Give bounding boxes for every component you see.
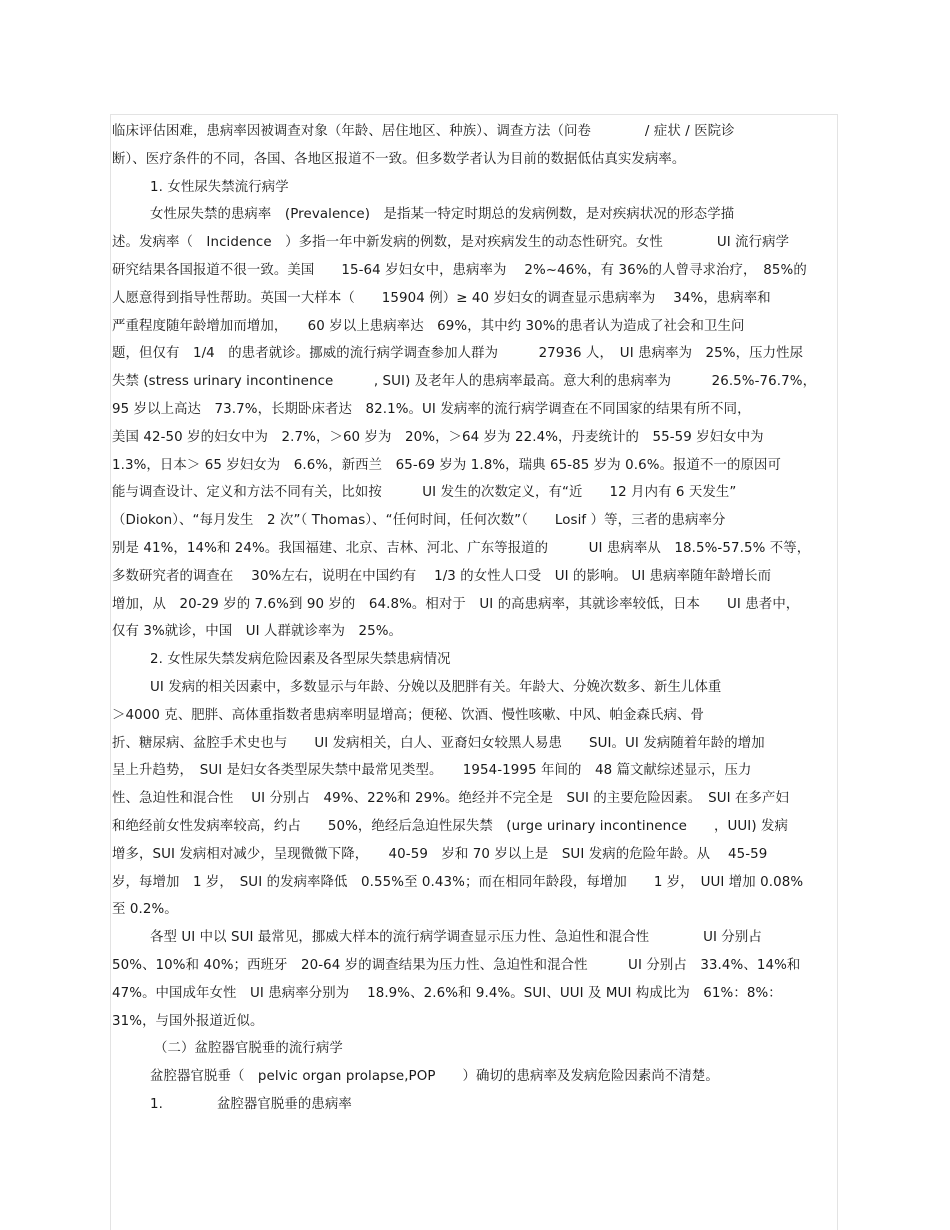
text-line: 多数研究者的调查在 30%左右，说明在中国约有 1/3 的女性人口受 UI 的影响。 UI 患病率随年龄增长而 xyxy=(112,568,772,584)
text-line: 临床评估困难，患病率因被调查对象（年龄、居住地区、种族）、调查方法（问卷 / 症状 / 医院诊 xyxy=(112,124,735,139)
text-line: 能与调查设计、定义和方法不同有关，比如按 UI 发生的次数定义，有“近 12 月内有 6 天发生” xyxy=(112,485,737,501)
text-line: 女性尿失禁的患病率 (Prevalence) 是指某一特定时期总的发病例数，是对疾病状况的形态学描 xyxy=(150,207,735,223)
text-line: （Diokon）、“每月发生 2 次”（ Thomas）、“任何时间，任何次数”（ Losif ）等，三者的患病率分 xyxy=(112,513,726,529)
text-line: 人愿意得到指导性帮助。英国一大样本（ 15904 例）≥ 40 岁妇女的调查显示患病率为 34%，患病率和 xyxy=(112,290,771,306)
text-line: 呈上升趋势， SUI 是妇女各类型尿失禁中最常见类型。 1954-1995 年间的 48 篇文献综述显示，压力 xyxy=(112,763,752,779)
text-line: 1.3%，日本＞ 65 岁妇女为 6.6%，新西兰 65-69 岁为 1.8%，瑞典 65-85 岁为 0.6%。报道不一的原因可 xyxy=(112,457,781,473)
text-line: 盆腔器官脱垂（ pelvic organ prolapse,POP ）确切的患病率及发病危险因素尚不清楚。 xyxy=(150,1069,719,1085)
text-line: 95 岁以上高达 73.7%，长期卧床者达 82.1%。UI 发病率的流行病学调查在不同国家的结果有所不同， xyxy=(112,401,751,417)
text-line: 1. 盆腔器官脱垂的患病率 xyxy=(150,1096,352,1112)
text-line: 题，但仅有 1/4 的患者就诊。挪威的流行病学调查参加人群为 27936 人， UI 患病率为 25%，压力性尿 xyxy=(112,346,804,362)
text-line: 各型 UI 中以 SUI 最常见，挪威大样本的流行病学调查显示压力性、急迫性和混合性 UI 分别占 xyxy=(150,930,762,946)
text-line: UI 发病的相关因素中，多数显示与年龄、分娩以及肥胖有关。年龄大、分娩次数多、新生儿体重 xyxy=(150,679,722,695)
text-line: 50%、10%和 40%；西班牙 20-64 岁的调查结果为压力性、急迫性和混合性 UI 分别占 33.4%、14%和 xyxy=(112,957,801,973)
text-line: 47%。中国成年女性 UI 患病率分别为 18.9%、2.6%和 9.4%。SUI、UUI 及 MUI 构成比为 61%：8%： xyxy=(112,985,782,1001)
text-line: 增多，SUI 发病相对减少，呈现微微下降， 40-59 岁和 70 岁以上是 SUI 发病的危险年龄。从 45-59 xyxy=(112,846,768,862)
text-line: ＞4000 克、肥胖、高体重指数者患病率明显增高；便秘、饮酒、慢性咳嗽、中风、帕金森氏病、骨 xyxy=(112,707,704,723)
text-line: 严重程度随年龄增加而增加， 60 岁以上患病率达 69%，其中约 30%的患者认为造成了社会和卫生问 xyxy=(112,318,745,334)
text-line: 述。发病率（ Incidence ）多指一年中新发病的例数，是对疾病发生的动态性研究。女性 UI 流行病学 xyxy=(112,235,790,251)
text-line: 性、急迫性和混合性 UI 分别占 49%、22%和 29%。绝经并不完全是 SUI 的主要危险因素。 SUI 在多产妇 xyxy=(112,791,789,807)
text-line: 研究结果各国报道不很一致。美国 15-64 岁妇女中，患病率为 2%~46%，有 36%的人曾寻求治疗， 85%的 xyxy=(112,262,807,278)
document-body xyxy=(112,118,830,1119)
text-line: 断）、医疗条件的不同，各国、各地区报道不一致。但多数学者认为目前的数据低估真实发病率。 xyxy=(112,151,686,167)
text-line: 至 0.2%。 xyxy=(112,902,178,918)
text-line: 1. 女性尿失禁流行病学 xyxy=(150,179,289,195)
text-line: 失禁 (stress urinary incontinence , SUI) 及老年人的患病率最高。意大利的患病率为 26.5%-76.7%， xyxy=(112,374,817,390)
text-line: （二）盆腔器官脱垂的流行病学 xyxy=(154,1041,343,1057)
text-line: 岁，每增加 1 岁， SUI 的发病率降低 0.55%至 0.43%；而在相同年龄段，每增加 1 岁， UUI 增加 0.08% xyxy=(112,874,804,890)
text-line: 和绝经前女性发病率较高，约占 50%，绝经后急迫性尿失禁 (urge urinary incontinence ，UUI) 发病 xyxy=(112,818,788,834)
text-line: 2. 女性尿失禁发病危险因素及各型尿失禁患病情况 xyxy=(150,652,451,668)
text-line: 美国 42-50 岁的妇女中为 2.7%，＞60 岁为 20%，＞64 岁为 22.4%，丹麦统计的 55-59 岁妇女中为 xyxy=(112,429,764,445)
text-line: 仅有 3%就诊，中国 UI 人群就诊率为 25%。 xyxy=(112,624,403,640)
text-line: 别是 41%，14%和 24%。我国福建、北京、吉林、河北、广东等报道的 UI 患病率从 18.5%-57.5% 不等， xyxy=(112,540,811,556)
text-line: 31%，与国外报道近似。 xyxy=(112,1013,264,1029)
text-line: 折、糖尿病、盆腔手术史也与 UI 发病相关，白人、亚裔妇女较黑人易患 SUI。UI 发病随着年龄的增加 xyxy=(112,735,765,751)
text-line: 增加，从 20-29 岁的 7.6%到 90 岁的 64.8%。相对于 UI 的高患病率，其就诊率较低，日本 UI 患者中， xyxy=(112,596,800,612)
